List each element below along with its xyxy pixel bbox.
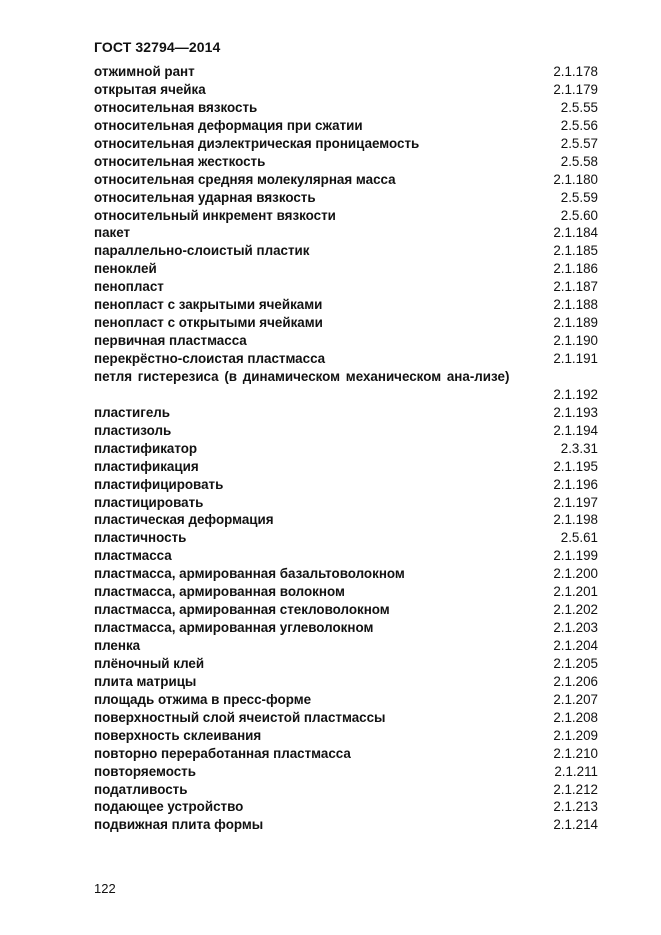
index-entry bbox=[94, 745, 598, 763]
index-entry bbox=[94, 673, 598, 691]
index-reference: 2.1.206 bbox=[553, 673, 598, 689]
index-term: пластификатор bbox=[94, 440, 198, 456]
index-entry bbox=[94, 350, 598, 368]
index-term: пластизоль bbox=[94, 422, 172, 438]
index-reference: 2.1.189 bbox=[553, 315, 598, 331]
index-reference: 2.1.211 bbox=[554, 763, 598, 779]
index-reference: 2.1.201 bbox=[553, 584, 598, 600]
index-reference: 2.1.186 bbox=[553, 261, 598, 277]
index-entry bbox=[94, 529, 598, 547]
index-reference: 2.5.55 bbox=[560, 99, 598, 115]
index-term: пластигель bbox=[94, 404, 171, 420]
index-entry bbox=[94, 189, 598, 207]
index-term: пеноклей bbox=[94, 261, 157, 277]
index-term: подвижная плита формы bbox=[94, 817, 264, 833]
index-term: перекрёстно-слоистая пластмасса bbox=[94, 351, 326, 366]
index-term: пластицировать bbox=[94, 494, 204, 510]
index-term: пластичность bbox=[94, 530, 187, 546]
index-reference: 2.1.191 bbox=[553, 351, 598, 366]
index-reference: 2.1.204 bbox=[553, 638, 598, 653]
index-entry bbox=[94, 547, 598, 565]
index-reference: 2.1.205 bbox=[553, 655, 598, 671]
index-term: пластификация bbox=[94, 458, 199, 474]
index-entry bbox=[94, 63, 598, 81]
index-reference: 2.1.192 bbox=[553, 386, 598, 402]
index-reference: 2.1.202 bbox=[553, 602, 598, 618]
index-reference: 2.5.57 bbox=[560, 135, 598, 151]
index-entry bbox=[94, 816, 598, 834]
index-term: поверхность склеивания bbox=[94, 727, 262, 743]
index-reference: 2.5.56 bbox=[560, 117, 598, 133]
index-reference: 2.1.208 bbox=[553, 709, 598, 725]
index-reference: 2.1.213 bbox=[553, 799, 598, 815]
index-reference: 2.1.180 bbox=[553, 171, 598, 187]
index-term: повторяемость bbox=[94, 763, 196, 779]
index-entry bbox=[94, 278, 598, 296]
index-reference: 2.1.195 bbox=[553, 458, 598, 474]
index-reference: 2.1.187 bbox=[553, 279, 598, 295]
index-reference: 2.5.59 bbox=[560, 189, 598, 205]
index-term: пластифицировать bbox=[94, 476, 224, 492]
index-term: повторно переработанная пластмасса bbox=[94, 745, 351, 761]
index-entry bbox=[94, 655, 598, 673]
index-term: пакет bbox=[94, 225, 131, 241]
index-term: относительная жесткость bbox=[94, 153, 266, 169]
index-reference: 2.1.199 bbox=[553, 548, 598, 564]
index-term: поверхностный слой ячеистой пластмассы bbox=[94, 709, 386, 725]
index-term: относительная вязкость bbox=[94, 99, 258, 115]
index-term: площадь отжима в пресс-форме bbox=[94, 691, 312, 707]
index-term: относительная ударная вязкость bbox=[94, 189, 316, 205]
index-entry bbox=[94, 332, 598, 350]
index-entry bbox=[94, 637, 598, 655]
index-entry bbox=[94, 601, 598, 619]
index-entry bbox=[94, 458, 598, 476]
index-term: пластмасса, армированная углеволокном bbox=[94, 620, 374, 636]
index-term: пластическая деформация bbox=[94, 512, 274, 528]
index-entry bbox=[94, 583, 598, 601]
index-entry bbox=[94, 296, 598, 314]
index-entry bbox=[94, 81, 598, 99]
index-entry bbox=[94, 224, 598, 242]
index-entry bbox=[94, 494, 598, 512]
index-entry bbox=[94, 763, 598, 781]
index-reference: 2.1.200 bbox=[553, 566, 598, 582]
index-term: открытая ячейка bbox=[94, 81, 206, 97]
index-term: пластмасса, армированная волокном bbox=[94, 584, 345, 600]
index-reference: 2.1.194 bbox=[553, 422, 598, 438]
index-entry bbox=[94, 422, 598, 440]
index-reference: 2.1.193 bbox=[553, 404, 598, 420]
index-term: плёночный клей bbox=[94, 655, 205, 671]
index-entry bbox=[94, 171, 598, 189]
index-reference: 2.1.184 bbox=[553, 225, 598, 241]
index-entry bbox=[94, 511, 598, 529]
index-reference: 2.5.58 bbox=[560, 153, 598, 169]
index-entry bbox=[94, 117, 598, 135]
index-reference: 2.5.60 bbox=[560, 207, 598, 223]
index-term: пенопласт с закрытыми ячейками bbox=[94, 297, 323, 313]
index-entry bbox=[94, 798, 598, 816]
index-term: относительный инкремент вязкости bbox=[94, 207, 336, 223]
index-entry bbox=[94, 727, 598, 745]
index-entry bbox=[94, 368, 598, 404]
index-term: пластмасса bbox=[94, 548, 172, 564]
index-term: пластмасса, армированная стекловолокном bbox=[94, 602, 390, 618]
index-entry bbox=[94, 99, 598, 117]
index-entry bbox=[94, 404, 598, 422]
index-term: параллельно-слоистый пластик bbox=[94, 243, 310, 259]
index-term: пленка bbox=[94, 638, 141, 653]
index-entry bbox=[94, 565, 598, 583]
page-number: 122 bbox=[94, 881, 116, 896]
index-term: пенопласт с открытыми ячейками bbox=[94, 315, 323, 331]
index-entry bbox=[94, 709, 598, 727]
index-entry bbox=[94, 135, 598, 153]
index-reference: 2.5.61 bbox=[560, 530, 598, 546]
index-reference: 2.1.197 bbox=[553, 494, 598, 510]
index-reference: 2.1.178 bbox=[553, 64, 598, 79]
index-reference: 2.1.207 bbox=[553, 691, 598, 707]
index-term: петля гистерезиса (в динамическом механическом ана-лизе) bbox=[94, 368, 510, 384]
index-term: отжимной рант bbox=[94, 64, 195, 79]
index-reference: 2.1.198 bbox=[553, 512, 598, 528]
index-term: плита матрицы bbox=[94, 673, 197, 689]
index-reference: 2.1.209 bbox=[553, 727, 598, 743]
index-term: подающее устройство bbox=[94, 799, 244, 815]
index-reference: 2.1.212 bbox=[553, 781, 598, 797]
index-entry bbox=[94, 153, 598, 171]
index-term: относительная деформация при сжатии bbox=[94, 117, 363, 133]
index-reference: 2.1.190 bbox=[553, 333, 598, 349]
index-entry bbox=[94, 781, 598, 799]
index-reference: 2.1.179 bbox=[553, 81, 598, 97]
index-term: относительная диэлектрическая проницаемость bbox=[94, 135, 420, 151]
index-entry bbox=[94, 440, 598, 458]
index-entry bbox=[94, 619, 598, 637]
index-list bbox=[94, 63, 598, 834]
index-term: относительная средняя молекулярная масса bbox=[94, 171, 396, 187]
index-term: пенопласт bbox=[94, 279, 164, 295]
document-header: ГОСТ 32794—2014 bbox=[94, 39, 221, 55]
index-reference: 2.1.210 bbox=[553, 745, 598, 761]
index-entry bbox=[94, 207, 598, 225]
index-term: первичная пластмасса bbox=[94, 333, 247, 349]
index-entry bbox=[94, 314, 598, 332]
index-reference: 2.3.31 bbox=[560, 440, 598, 456]
index-reference: 2.1.188 bbox=[553, 297, 598, 313]
index-reference: 2.1.196 bbox=[553, 476, 598, 492]
index-reference: 2.1.214 bbox=[553, 817, 598, 833]
index-reference: 2.1.203 bbox=[553, 620, 598, 636]
index-term: пластмасса, армированная базальтоволокном bbox=[94, 566, 405, 582]
index-entry bbox=[94, 476, 598, 494]
index-entry bbox=[94, 242, 598, 260]
index-entry bbox=[94, 260, 598, 278]
index-reference: 2.1.185 bbox=[553, 243, 598, 259]
index-term: податливость bbox=[94, 781, 188, 797]
index-entry bbox=[94, 691, 598, 709]
